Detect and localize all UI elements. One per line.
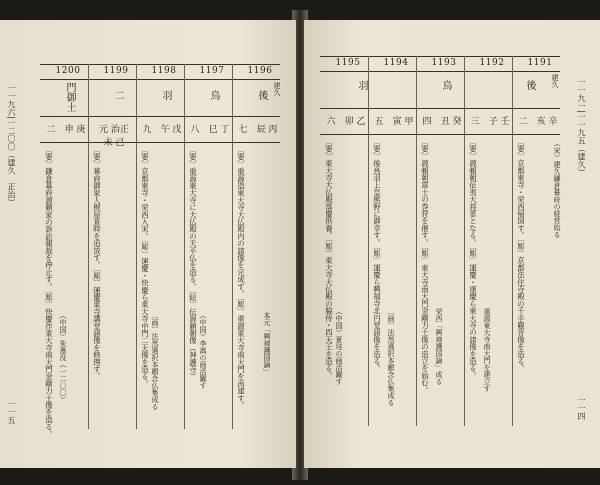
year-entry: 〔要〕鎌倉幕府源頼家の訴訟親裁を停止す。〔彫〕快慶作東大寺南大門金剛力士像を造る。 <box>44 146 54 438</box>
year-cell: 1198 <box>151 66 177 76</box>
era-label: 建久 <box>273 82 281 96</box>
year-entry: 〔要〕源頼朝征夷大将軍となる。〔彫〕運慶・康慶ら東大寺の諸像を造る。 <box>468 138 478 380</box>
column-rule <box>416 56 417 426</box>
ganzhi-row <box>320 110 560 135</box>
emperor-band <box>320 72 560 109</box>
year-cell: 1195 <box>335 58 361 68</box>
culture-note: （宋）建久鎌倉幕府の経営始る <box>553 140 561 238</box>
ganzhi-cell: 二 申 庚 <box>46 125 86 135</box>
column-rule <box>136 64 137 429</box>
running-head: 一一九六|一二〇〇（建久 正治） <box>7 84 16 207</box>
column-rule <box>232 64 233 429</box>
culture-note: 〔画〕法然選択本願念仏集成る <box>151 312 159 410</box>
year-cell: 1193 <box>431 58 457 68</box>
emperor-name: 羽 <box>356 80 367 90</box>
era-label: 建久 <box>551 74 559 88</box>
culture-note: 本元「興禅護国論」 <box>263 312 271 375</box>
ganzhi-cell: 八 巳 丁 <box>190 125 230 135</box>
culture-note: （中国）朱熹没（一二〇〇） <box>59 312 67 403</box>
ganzhi-cell: 五 寅 甲 <box>374 117 414 127</box>
ganzhi-cell: 七 辰 丙 <box>238 125 278 135</box>
year-entry: 〔要〕後鳥羽上皇熊野に御幸す。〔彫〕運慶ら興福寺北円堂諸像を造る。 <box>372 138 382 372</box>
culture-note: 〔画〕法然選択本願念仏集成る <box>387 308 395 406</box>
emperor-name: 鳥 <box>208 90 219 100</box>
emperor-band <box>40 80 280 117</box>
year-cell: 1197 <box>199 66 225 76</box>
page-number: 一一五 <box>7 400 16 424</box>
year-cell: 1196 <box>247 66 273 76</box>
ganzhi-cell: 三 子 壬 <box>470 117 510 127</box>
left-page <box>0 20 296 468</box>
culture-note: 重源東大寺南大門を建立す <box>483 308 491 392</box>
emperor-name: 二 <box>112 90 123 100</box>
year-cell: 1191 <box>527 58 553 68</box>
year-entry: 〔要〕源頼朝富士の巻狩を催す。〔彫〕東大寺南大門金剛力士像の造立を始む。 <box>420 138 430 394</box>
emperor-name: 鳥 <box>440 80 451 90</box>
right-page <box>304 20 600 468</box>
culture-note: （中国）夏珪の画活躍す <box>335 308 343 385</box>
ganzhi-cell: 四 丑 癸 <box>422 117 462 127</box>
year-cell: 1199 <box>103 66 129 76</box>
year-row <box>40 64 280 80</box>
emperor-name: 羽 <box>160 90 171 100</box>
emperor-name: 後 <box>256 90 267 100</box>
column-rule <box>88 64 89 429</box>
emperor-name: 後 <box>524 80 535 90</box>
year-row <box>320 56 560 72</box>
column-rule <box>464 56 465 426</box>
ganzhi-row <box>40 118 280 148</box>
year-entry: 〔要〕京都東寺・栄西入宋。〔彫〕運慶・快慶ら東大寺中門二天像を造る。 <box>140 146 150 388</box>
culture-note: 栄西「興禅護国論」成る <box>435 308 443 385</box>
year-entry: 〔要〕東大寺大仏殿落慶供養。〔彫〕東大寺大仏殿の脇侍・四天王を造る。 <box>324 138 334 380</box>
running-head: 一一九一|一一九五（建久） <box>577 78 586 177</box>
year-entry: 〔要〕幕府御家人梶原景時を追放す。〔彫〕運慶東寺講堂諸像を修理す。 <box>92 146 102 380</box>
year-entry: 〔要〕京都東寺・栄西帰国す。〔彫〕京都法住寺殿の千手観音像を造る。 <box>516 138 526 372</box>
column-rule <box>184 64 185 429</box>
year-cell: 1194 <box>383 58 409 68</box>
culture-note: （中国）李嵩の画活躍す <box>199 312 207 389</box>
page-number: 一一四 <box>577 396 586 420</box>
year-entry: 〔要〕重源東大寺に大仏殿の天平仏を造る。〔絵〕伝源頼朝像（神護寺） <box>188 146 198 380</box>
ganzhi-cell: 二 亥 辛 <box>518 117 558 127</box>
column-rule <box>512 56 513 426</box>
year-cell: 1200 <box>55 66 81 76</box>
year-entry: 〔要〕重源造東大寺大仏殿内の諸像を完成す。〔彫〕重源東大寺南大門を再建す。 <box>236 146 246 409</box>
column-rule <box>368 56 369 426</box>
emperor-name: 門御土 <box>64 82 75 112</box>
year-cell: 1192 <box>479 58 505 68</box>
ganzhi-cell: 元 治正 未 己 <box>99 125 129 148</box>
ganzhi-cell: 六 卯 乙 <box>326 117 366 127</box>
ganzhi-cell: 九 午 戊 <box>142 125 182 135</box>
